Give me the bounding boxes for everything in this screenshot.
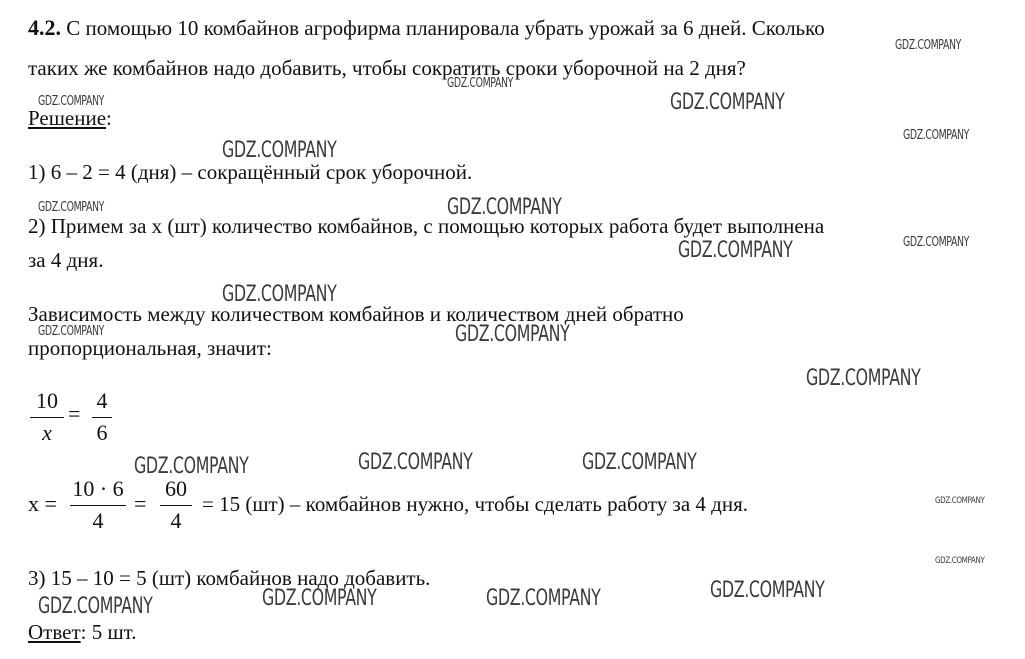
watermark: GDZ.COMPANY [895,38,962,53]
fraction-bar [70,505,126,506]
solution-heading-text: Решение [28,106,107,130]
calc-fraction-2 [160,476,192,534]
calc-equals: = [134,491,147,516]
calc-fraction-1 [70,476,126,534]
watermark: GDZ.COMPANY [935,496,985,506]
watermark: GDZ.COMPANY [262,586,377,611]
answer-value: : 5 шт. [80,620,137,644]
fraction-bar [160,505,192,506]
watermark: GDZ.COMPANY [134,454,249,479]
dependency-line-1: Зависимость между количеством комбайнов и количеством дней обратно [28,302,684,326]
watermark: GDZ.COMPANY [806,366,921,391]
watermark: GDZ.COMPANY [903,235,970,250]
proportion-equals: = [68,401,81,426]
proportion-left-den: x [42,420,52,445]
watermark: GDZ.COMPANY [935,556,985,566]
proportion-right-fraction [92,388,112,446]
solution-heading-colon: : [106,106,112,130]
problem-line-2: таких же комбайнов надо добавить, чтобы сократить сроки уборочной на 2 дня? [28,56,746,80]
watermark: GDZ.COMPANY [358,450,473,475]
problem-text-1: С помощью 10 комбайнов агрофирма планировала убрать урожай за 6 дней. Сколько [66,16,825,40]
watermark: GDZ.COMPANY [710,578,825,603]
calc-f2-num: 60 [165,476,187,501]
proportion-right-den: 6 [96,420,108,445]
watermark: GDZ.COMPANY [447,195,562,220]
watermark: GDZ.COMPANY [38,594,153,619]
watermark: GDZ.COMPANY [486,586,601,611]
watermark: GDZ.COMPANY [222,138,337,163]
watermark: GDZ.COMPANY [38,324,105,339]
watermark: GDZ.COMPANY [678,238,793,263]
watermark: GDZ.COMPANY [222,282,337,307]
step-3: 3) 15 – 10 = 5 (шт) комбайнов надо добавить. [28,566,431,590]
proportion-right-num: 4 [96,388,108,413]
calc-x-equals: x = [28,491,57,516]
problem-number: 4.2. [28,15,61,40]
calc-f2-den: 4 [170,508,182,533]
fraction-bar [92,417,112,418]
calc-f1-num: 10 · 6 [72,476,124,501]
proportion-left-num: 10 [36,388,58,413]
answer-label: Ответ [28,620,81,644]
step-2-line-1: 2) Примем за х (шт) количество комбайнов, с помощью которых работа будет выполнена [28,214,825,238]
watermark: GDZ.COMPANY [38,200,105,215]
watermark: GDZ.COMPANY [670,90,785,115]
watermark: GDZ.COMPANY [38,94,105,109]
calc-result: = 15 (шт) – комбайнов нужно, чтобы сделать работу за 4 дня. [202,492,748,516]
answer [28,620,137,644]
fraction-bar [30,417,64,418]
step-1: 1) 6 – 2 = 4 (дня) – сокращённый срок уборочной. [28,160,473,184]
watermark: GDZ.COMPANY [455,322,570,347]
watermark: GDZ.COMPANY [582,450,697,475]
problem-line-1 [28,16,825,40]
dependency-line-2: пропорциональная, значит: [28,336,272,360]
watermark: GDZ.COMPANY [447,76,514,91]
step-2-line-2: за 4 дня. [28,248,104,272]
solution-heading [28,106,112,130]
calc-f1-den: 4 [92,508,104,533]
proportion-left-fraction [30,388,64,446]
watermark: GDZ.COMPANY [903,128,970,143]
